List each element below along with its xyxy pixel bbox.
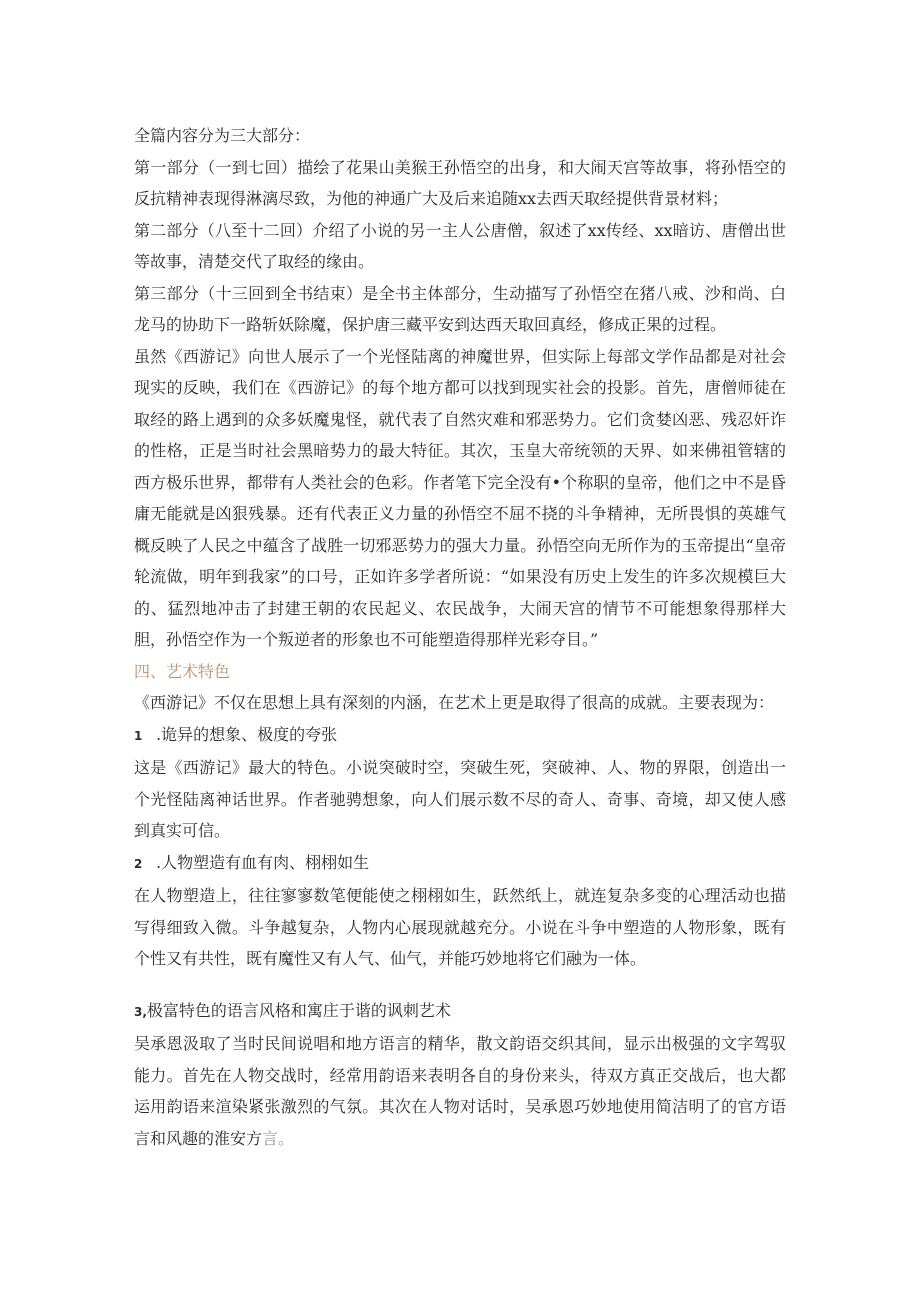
item3-heading — [134, 995, 786, 1029]
art-intro-paragraph: 《西游记》不仅在思想上具有深刻的内涵，在艺术上更是取得了很高的成就。主要表现为： — [134, 693, 775, 712]
section-gap — [134, 975, 786, 995]
item1-number: 1 — [134, 728, 143, 743]
item3-body-text: 吴承恩汲取了当时民间说唱和地方语言的精华，散文韵语交织其间，显示出极强的文字驾驭能力。首先在人物交战时，经常用韵语来表明各自的身份来头，待双方真正交战后，也大都运用韵语来渲染紧张激烈的气氛。其次在人物对话时，吴承恩巧妙地使用简洁明了的官方语言和风趣的淮安方 — [134, 1034, 786, 1148]
item3-number: 3, — [134, 1004, 147, 1019]
item1-title: .诡异的想象、极度的夸张 — [156, 724, 338, 744]
item3-body — [134, 1028, 786, 1154]
part2-paragraph: 第二部分（八至十二回）介绍了小说的另一主人公唐僧，叙述了xx传经、xx暗访、唐僧出世等故事，清楚交代了取经的缘由。 — [134, 220, 786, 271]
item2-number: 2 — [134, 856, 143, 871]
item2-heading — [134, 847, 786, 881]
item1-heading — [134, 719, 786, 753]
document-body — [134, 120, 786, 1154]
item3-body-tail: 言。 — [262, 1128, 295, 1148]
part3-paragraph: 第三部分（十三回到全书结束）是全书主体部分，生动描写了孙悟空在猪八戒、沙和尚、白龙马的协助下一路斩妖除魔，保护唐三藏平安到达西天取回真经，修成正果的过程。 — [134, 283, 786, 334]
part1-paragraph: 第一部分（一到七回）描绘了花果山美猴王孙悟空的出身，和大闹天宫等故事，将孙悟空的反抗精神表现得淋漓尽致，为他的神通广大及后来追随xx去西天取经提供背景材料； — [134, 157, 786, 208]
item1-body: 这是《西游记》最大的特色。小说突破时空，突破生死，突破神、人、物的界限，创造出一个光怪陆离神话世界。作者驰骋想象，向人们展示数不尽的奇人、奇事、奇境，却又使人感到真实可信。 — [134, 758, 786, 840]
item2-title: .人物塑造有血有肉、栩栩如生 — [156, 852, 370, 872]
intro-paragraph: 全篇内容分为三大部分： — [134, 126, 311, 145]
section-heading: 四、艺术特色 — [134, 661, 231, 681]
item3-title: 极富特色的语言风格和寓庄于谐的讽刺艺术 — [146, 1000, 451, 1020]
analysis-paragraph: 虽然《西游记》向世人展示了一个光怪陆离的神魔世界，但实际上每部文学作品都是对社会现实的反映，我们在《西游记》的每个地方都可以找到现实社会的投影。首先，唐僧师徒在取经的路上遇到的众多妖魔鬼怪，就代表了自然灾难和邪恶势力。它们贪婪凶恶、残忍奸诈的性格，正是当时社会黑暗势力的最大特征。其次，玉皇大帝统领的天界、如来佛祖管辖的西方极乐世界，都带有人类社会的色彩。作者笔下完全没有•个称职的皇帝，他们之中不是昏庸无能就是凶狠残暴。还有代表正义力量的孙悟空不屈不挠的斗争精神，无所畏惧的英雄气概反映了人民之中蕴含了战胜一切邪恶势力的强大力量。孙悟空向无所作为的玉帝提出“皇帝轮流做，明年到我家”的口号，正如许多学者所说：“如果没有历史上发生的许多次规模巨大的、猛烈地冲击了封建王朝的农民起义、农民战争，大闹天宫的情节不可能想象得那样大胆，孙悟空作为一个叛逆者的形象也不可能塑造得那样光彩夺目。” — [134, 346, 786, 649]
item2-body: 在人物塑造上，往往寥寥数笔便能使之栩栩如生，跃然纸上，就连复杂多变的心理活动也描写得细致入微。斗争越复杂，人物内心展现就越充分。小说在斗争中塑造的人物形象，既有个性又有共性，既有魔性又有人气、仙气，并能巧妙地将它们融为一体。 — [134, 886, 786, 968]
